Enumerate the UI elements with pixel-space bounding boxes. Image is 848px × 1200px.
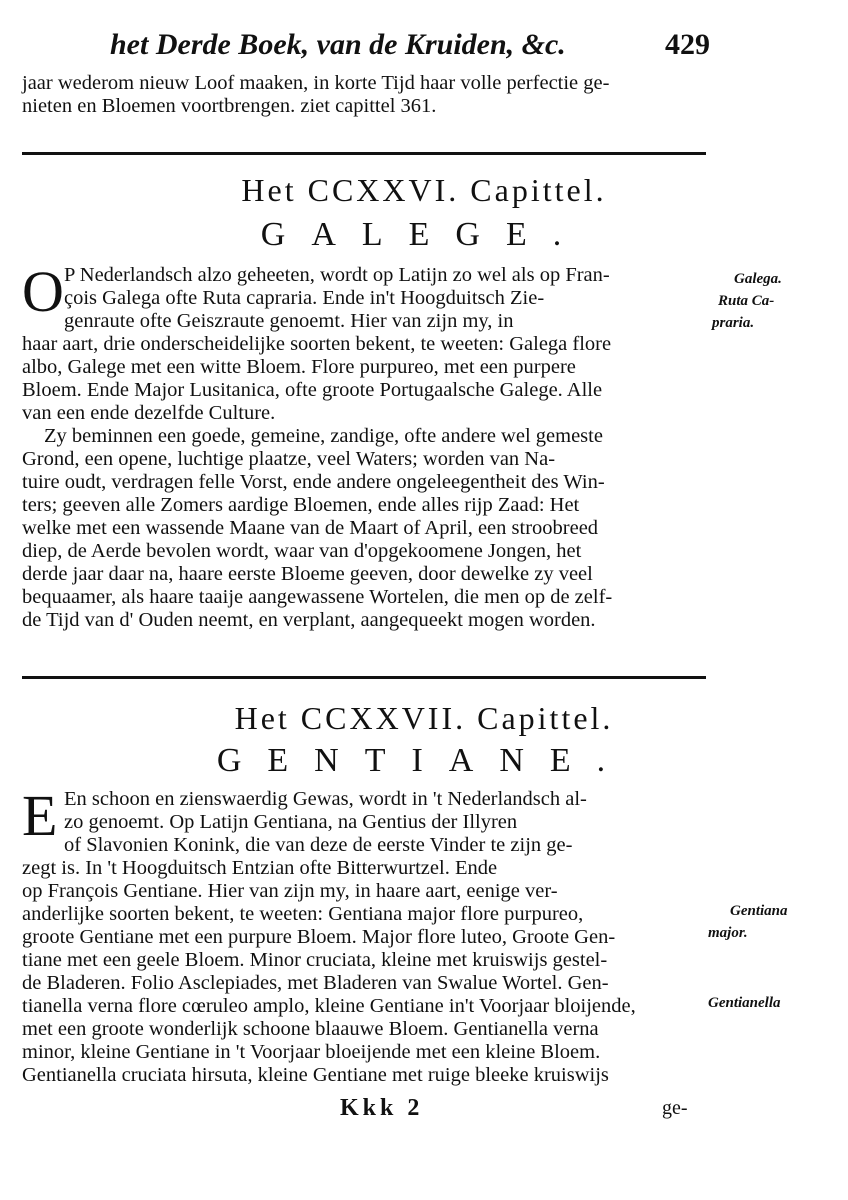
text-line: op François Gentiane. Hier van zijn my, in haare aart, eenige ver- [22, 880, 558, 902]
margin-note: Galega. [734, 271, 782, 287]
chapter-body [22, 259, 712, 632]
chapter-name: GALEGE. [260, 216, 588, 253]
text-line: tuire oudt, verdragen felle Vorst, ende andere ongeleegentheit des Win- [22, 471, 605, 493]
text-line: groote Gentiane met een purpure Bloem. Major flore luteo, Groote Gen- [22, 926, 616, 948]
margin-note: major. [708, 925, 748, 941]
text-line: Zy beminnen een goede, gemeine, zandige, ofte andere wel gemeste [44, 425, 603, 447]
text-line: tiane met een geele Bloem. Minor cruciata, kleine met kruiswijs gestel- [22, 949, 608, 971]
text-line: anderlijke soorten bekent, te weeten: Gentiana major flore purpureo, [22, 903, 584, 925]
margin-note: Gentianella [708, 995, 781, 1011]
text-line: Bloem. Ende Major Lusitanica, ofte groote Portugaalsche Galege. Alle [22, 379, 603, 401]
text-line: minor, kleine Gentiane in 't Voorjaar bloeijende met een kleine Bloem. [22, 1041, 601, 1063]
text-line: tianella verna flore cœruleo amplo, kleine Gentiane in't Voorjaar bloijende, [22, 995, 636, 1017]
text-line: jaar wederom nieuw Loof maaken, in korte Tijd haar volle perfectie ge- [22, 72, 610, 94]
text-line: de Tijd van d' Ouden neemt, en verplant, aangequeekt mogen worden. [22, 609, 596, 631]
text-line: çois Galega ofte Ruta capraria. Ende in't Hoogduitsch Zie- [64, 287, 545, 309]
text-line: de Bladeren. Folio Asclepiades, met Bladeren van Swalue Wortel. Gen- [22, 972, 609, 994]
text-line: zegt is. In 't Hoogduitsch Entzian ofte Bitterwurtzel. Ende [22, 857, 498, 879]
text-line: met een groote wonderlijk schoone blaauwe Bloem. Gentianella verna [22, 1018, 599, 1040]
text-line: Gentianella cruciata hirsuta, kleine Gentiane met ruige bleeke kruiswijs [22, 1064, 609, 1086]
text-line: Grond, een opene, luchtige plaatze, veel Waters; worden van Na- [22, 448, 556, 470]
drop-capital: E [22, 783, 58, 848]
chapter-title: Het CCXXVII. Capittel. [234, 700, 614, 736]
text-line: derde jaar daar na, haare eerste Bloeme geeven, door dewelke zy veel [22, 563, 593, 585]
catchword: ge- [662, 1097, 688, 1119]
section-rule [22, 676, 706, 679]
text-line: P Nederlandsch alzo geheeten, wordt op Latijn zo wel als op Fran- [64, 264, 610, 286]
text-line: haar aart, drie onderscheidelijke soorten bekent, te weeten: Galega flore [22, 333, 612, 355]
text-line: of Slavonien Konink, die van deze de eerste Vinder te zijn ge- [64, 834, 573, 856]
page-number: 429 [665, 28, 710, 61]
text-line: zo genoemt. Op Latijn Gentiana, na Gentius der Illyren [64, 811, 518, 833]
text-line: welke met een wassende Maane van de Maart of April, een stroobreed [22, 517, 599, 539]
text-line: genraute ofte Geiszraute genoemt. Hier van zijn my, in [64, 310, 514, 332]
page-header [110, 28, 710, 72]
signature-mark: Kkk 2 [340, 1095, 424, 1121]
text-line: nieten en Bloemen voortbrengen. ziet capittel 361. [22, 95, 437, 117]
text-line: diep, de Aerde bevolen wordt, waar van d'opgekoomene Jongen, het [22, 540, 582, 562]
margin-note: Gentiana [730, 903, 788, 919]
chapter-body [22, 783, 712, 1087]
drop-capital: O [22, 259, 64, 324]
text-line: van een ende dezelfde Culture. [22, 402, 276, 424]
text-line: bequaamer, als haare taaije aangewassene Wortelen, die men op de zelf- [22, 586, 613, 608]
section-rule [22, 152, 706, 155]
text-line: En schoon en zienswaerdig Gewas, wordt in 't Nederlandsch al- [64, 788, 587, 810]
chapter-name: GENTIANE. [216, 742, 632, 779]
text-line: ters; geeven alle Zomers aardige Bloemen, ende alles rijp Zaad: Het [22, 494, 580, 516]
chapter-title: Het CCXXVI. Capittel. [241, 172, 607, 208]
text-line: albo, Galege met een witte Bloem. Flore purpureo, met een purpere [22, 356, 576, 378]
margin-note: praria. [712, 315, 755, 331]
margin-note: Ruta Ca- [718, 293, 775, 309]
carryover-text [22, 72, 702, 118]
running-head: het Derde Boek, van de Kruiden, &c. [110, 28, 566, 61]
